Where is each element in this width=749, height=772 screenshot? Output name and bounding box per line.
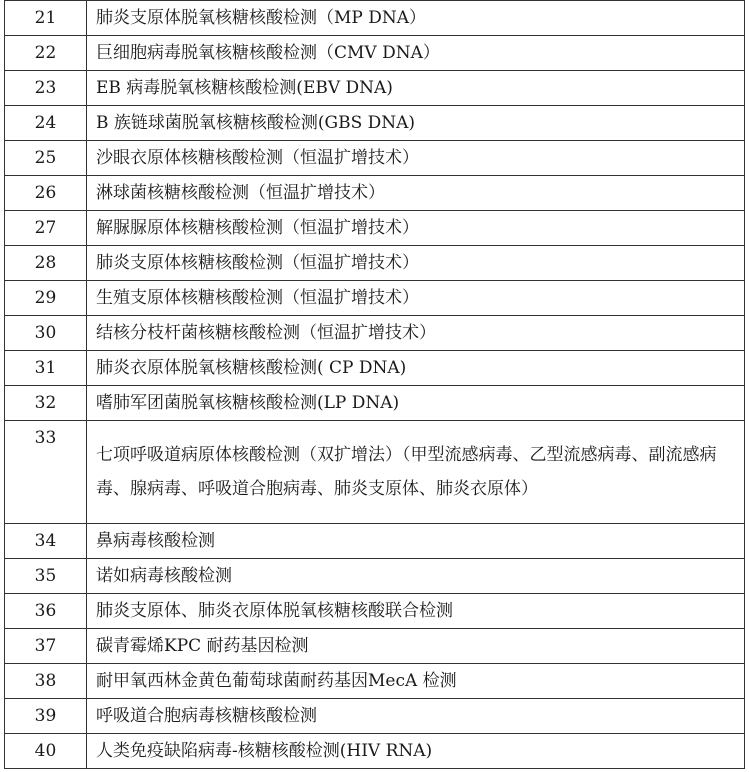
row-number: 40 — [5, 734, 87, 769]
row-number: 39 — [5, 699, 87, 734]
table-row — [5, 211, 745, 246]
table-row — [5, 664, 745, 699]
table-row — [5, 106, 745, 141]
table-row — [5, 699, 745, 734]
test-item-name: 人类免疫缺陷病毒-核糖核酸检测(HIV RNA) — [87, 734, 745, 769]
table-row — [5, 386, 745, 421]
table-row — [5, 316, 745, 351]
table-row — [5, 246, 745, 281]
row-number: 36 — [5, 594, 87, 629]
test-item-name: 诺如病毒核酸检测 — [87, 559, 745, 594]
table-row — [5, 141, 745, 176]
row-number: 35 — [5, 559, 87, 594]
row-number: 33 — [5, 421, 87, 524]
row-number: 23 — [5, 71, 87, 106]
table-row — [5, 594, 745, 629]
row-number: 32 — [5, 386, 87, 421]
test-item-name: 碳青霉烯KPC 耐药基因检测 — [87, 629, 745, 664]
test-item-name: 七项呼吸道病原体核酸检测（双扩增法）（甲型流感病毒、乙型流感病毒、副流感病毒、腺病毒、呼吸道合胞病毒、肺炎支原体、肺炎衣原体） — [87, 421, 745, 524]
row-number: 22 — [5, 36, 87, 71]
test-item-name: 肺炎支原体核糖核酸检测（恒温扩增技术） — [87, 246, 745, 281]
row-number: 37 — [5, 629, 87, 664]
table-row — [5, 71, 745, 106]
test-item-name: 耐甲氧西林金黄色葡萄球菌耐药基因MecA 检测 — [87, 664, 745, 699]
test-item-name: B 族链球菌脱氧核糖核酸检测(GBS DNA) — [87, 106, 745, 141]
row-number: 38 — [5, 664, 87, 699]
test-items-table — [4, 0, 745, 769]
test-item-name: 生殖支原体核糖核酸检测（恒温扩增技术） — [87, 281, 745, 316]
row-number: 21 — [5, 1, 87, 36]
row-number: 28 — [5, 246, 87, 281]
test-item-name: 肺炎支原体脱氧核糖核酸检测（MP DNA） — [87, 1, 745, 36]
table-row — [5, 176, 745, 211]
test-item-name: 解脲脲原体核糖核酸检测（恒温扩增技术） — [87, 211, 745, 246]
row-number: 29 — [5, 281, 87, 316]
table-row — [5, 281, 745, 316]
test-item-name: EB 病毒脱氧核糖核酸检测(EBV DNA) — [87, 71, 745, 106]
table-row — [5, 36, 745, 71]
test-item-name: 呼吸道合胞病毒核糖核酸检测 — [87, 699, 745, 734]
row-number: 27 — [5, 211, 87, 246]
table-row — [5, 629, 745, 664]
row-number: 30 — [5, 316, 87, 351]
table-row — [5, 351, 745, 386]
test-item-name: 嗜肺军团菌脱氧核糖核酸检测(LP DNA) — [87, 386, 745, 421]
test-item-name: 巨细胞病毒脱氧核糖核酸检测（CMV DNA） — [87, 36, 745, 71]
test-item-name: 沙眼衣原体核糖核酸检测（恒温扩增技术） — [87, 141, 745, 176]
test-item-name: 鼻病毒核酸检测 — [87, 524, 745, 559]
test-item-name: 淋球菌核糖核酸检测（恒温扩增技术） — [87, 176, 745, 211]
row-number: 34 — [5, 524, 87, 559]
table-row — [5, 734, 745, 769]
table-row — [5, 421, 745, 524]
row-number: 26 — [5, 176, 87, 211]
row-number: 25 — [5, 141, 87, 176]
row-number: 31 — [5, 351, 87, 386]
table-row — [5, 524, 745, 559]
row-number: 24 — [5, 106, 87, 141]
table-row — [5, 559, 745, 594]
test-item-name: 肺炎衣原体脱氧核糖核酸检测( CP DNA) — [87, 351, 745, 386]
test-item-name: 肺炎支原体、肺炎衣原体脱氧核糖核酸联合检测 — [87, 594, 745, 629]
table-row — [5, 1, 745, 36]
test-item-name: 结核分枝杆菌核糖核酸检测（恒温扩增技术） — [87, 316, 745, 351]
